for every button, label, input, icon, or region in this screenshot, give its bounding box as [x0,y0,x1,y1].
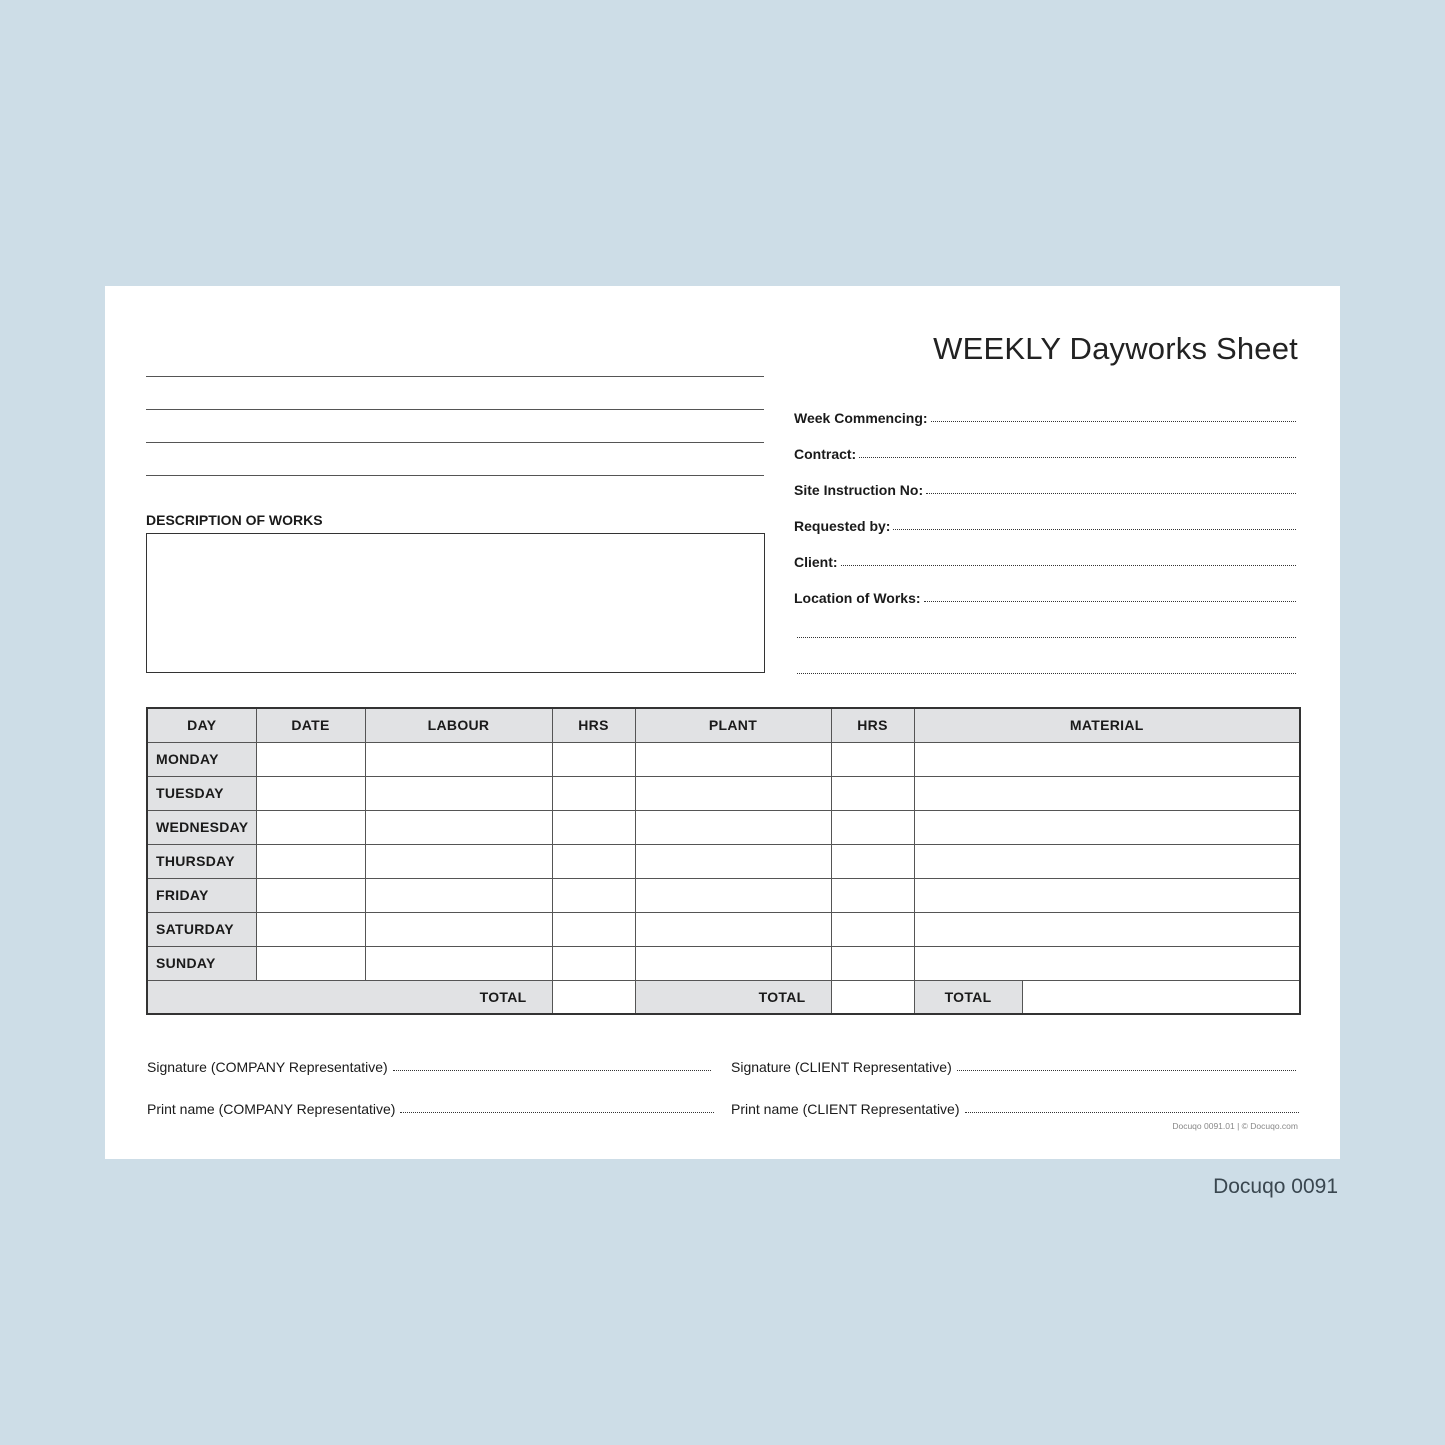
material-cell[interactable] [914,878,1300,912]
table-header-row [147,708,1300,742]
company-signature-field[interactable] [147,1055,711,1075]
day-label-tuesday: TUESDAY [147,776,256,810]
client-print-name-line[interactable] [965,1112,1300,1113]
field-client[interactable] [794,550,1296,570]
plant-hrs-cell[interactable] [831,810,914,844]
total-row [147,980,1300,1014]
field-dotted-line[interactable] [893,529,1296,530]
labour-hrs-cell[interactable] [552,810,635,844]
day-label-friday: FRIDAY [147,878,256,912]
labour-cell[interactable] [365,810,552,844]
material-cell[interactable] [914,742,1300,776]
table-row [147,810,1300,844]
company-print-name-field[interactable] [147,1097,714,1117]
date-cell[interactable] [256,742,365,776]
field-label: Contract: [794,446,857,462]
dayworks-table [146,707,1301,1015]
header-line-1[interactable] [146,376,764,377]
client-print-name-label: Print name (CLIENT Representative) [731,1101,960,1117]
table-row [147,844,1300,878]
field-dotted-line[interactable] [859,457,1296,458]
date-cell[interactable] [256,810,365,844]
company-signature-line[interactable] [393,1070,711,1071]
day-label-monday: MONDAY [147,742,256,776]
field-location-of-works[interactable] [794,586,1296,606]
field-dotted-line[interactable] [797,637,1296,638]
table-row [147,742,1300,776]
labour-hrs-cell[interactable] [552,912,635,946]
plant-cell[interactable] [635,878,831,912]
plant-hrs-cell[interactable] [831,844,914,878]
field-label: Location of Works: [794,590,921,606]
description-box[interactable] [146,533,765,673]
material-cell[interactable] [914,810,1300,844]
plant-hrs-cell[interactable] [831,776,914,810]
labour-cell[interactable] [365,844,552,878]
product-code-label: Docuqo 0091 [1213,1175,1338,1198]
plant-hrs-cell[interactable] [831,742,914,776]
field-label: Site Instruction No: [794,482,924,498]
plant-cell[interactable] [635,776,831,810]
plant-cell[interactable] [635,742,831,776]
company-signature-label: Signature (COMPANY Representative) [147,1059,388,1075]
field-extra-line-2[interactable] [794,658,1296,678]
material-cell[interactable] [914,776,1300,810]
material-cell[interactable] [914,844,1300,878]
labour-hrs-cell[interactable] [552,844,635,878]
field-requested-by[interactable] [794,514,1296,534]
document-sheet [105,286,1340,1159]
company-print-name-line[interactable] [400,1112,714,1113]
field-label: Client: [794,554,838,570]
header-line-4[interactable] [146,475,764,476]
field-dotted-line[interactable] [797,673,1296,674]
plant-cell[interactable] [635,810,831,844]
description-label: DESCRIPTION OF WORKS [146,512,323,528]
table-row [147,946,1300,980]
plant-hrs-cell[interactable] [831,878,914,912]
material-cell[interactable] [914,946,1300,980]
table-row [147,776,1300,810]
table-row [147,878,1300,912]
plant-hrs-total-cell[interactable] [831,980,914,1014]
labour-hrs-cell[interactable] [552,946,635,980]
plant-hrs-cell[interactable] [831,946,914,980]
labour-hrs-cell[interactable] [552,742,635,776]
column-header-plant: PLANT [635,708,831,742]
field-dotted-line[interactable] [924,601,1296,602]
material-total-label: TOTAL [915,981,1023,1014]
material-cell[interactable] [914,912,1300,946]
labour-cell[interactable] [365,878,552,912]
date-cell[interactable] [256,844,365,878]
date-cell[interactable] [256,776,365,810]
header-line-2[interactable] [146,409,764,410]
column-header-day: DAY [147,708,256,742]
labour-cell[interactable] [365,912,552,946]
plant-cell[interactable] [635,912,831,946]
field-dotted-line[interactable] [841,565,1296,566]
date-cell[interactable] [256,912,365,946]
date-cell[interactable] [256,946,365,980]
labour-cell[interactable] [365,742,552,776]
day-label-saturday: SATURDAY [147,912,256,946]
field-label: Requested by: [794,518,891,534]
day-label-sunday: SUNDAY [147,946,256,980]
day-label-thursday: THURSDAY [147,844,256,878]
column-header-material: MATERIAL [914,708,1300,742]
field-contract[interactable] [794,442,1296,462]
client-signature-label: Signature (CLIENT Representative) [731,1059,952,1075]
labour-hrs-cell[interactable] [552,776,635,810]
field-dotted-line[interactable] [926,493,1296,494]
client-signature-line[interactable] [957,1070,1296,1071]
company-print-name-label: Print name (COMPANY Representative) [147,1101,396,1117]
plant-cell[interactable] [635,844,831,878]
plant-hrs-cell[interactable] [831,912,914,946]
document-title: WEEKLY Dayworks Sheet [933,331,1298,366]
field-extra-line-1[interactable] [794,622,1296,642]
field-week-commencing[interactable] [794,406,1296,426]
header-line-3[interactable] [146,442,764,443]
labour-cell[interactable] [365,946,552,980]
labour-cell[interactable] [365,776,552,810]
labour-total-label: TOTAL [147,980,552,1014]
material-total-cell [914,980,1300,1014]
column-header-plant-hrs: HRS [831,708,914,742]
field-site-instruction-no[interactable] [794,478,1296,498]
day-label-wednesday: WEDNESDAY [147,810,256,844]
material-total-value-cell[interactable] [1023,981,1300,1014]
client-print-name-field[interactable] [731,1097,1299,1117]
date-cell[interactable] [256,878,365,912]
labour-hrs-cell[interactable] [552,878,635,912]
plant-cell[interactable] [635,946,831,980]
column-header-labour-hrs: HRS [552,708,635,742]
client-signature-field[interactable] [731,1055,1296,1075]
column-header-date: DATE [256,708,365,742]
table-row [147,912,1300,946]
column-header-labour: LABOUR [365,708,552,742]
footer-code: Docuqo 0091.01 | © Docuqo.com [1172,1121,1298,1131]
plant-total-label: TOTAL [635,980,831,1014]
labour-hrs-total-cell[interactable] [552,980,635,1014]
field-dotted-line[interactable] [931,421,1296,422]
field-label: Week Commencing: [794,410,928,426]
